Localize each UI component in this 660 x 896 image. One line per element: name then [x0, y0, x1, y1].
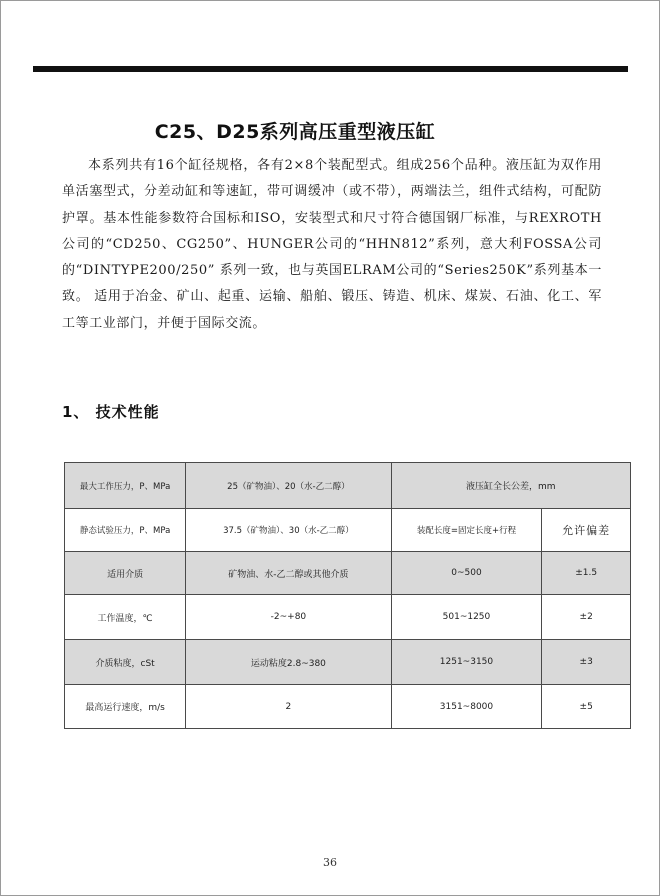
table-row: [65, 463, 631, 509]
top-rule: [33, 66, 628, 72]
table-cell-length: 0~500: [391, 552, 542, 595]
table-cell-label: 工作温度，℃: [65, 595, 186, 640]
table-cell-length: 装配长度=固定长度+行程: [391, 509, 542, 552]
table-cell-length-tolerance-header: 液压缸全长公差，mm: [391, 463, 630, 509]
table-cell-label: 最高运行速度，m/s: [65, 685, 186, 729]
table-row: [65, 509, 631, 552]
table-cell-label: 最大工作压力，P、MPa: [65, 463, 186, 509]
table-cell-tolerance: ±3: [542, 640, 631, 685]
page-number: 36: [323, 856, 337, 869]
table-cell-tolerance: 允许偏差: [542, 509, 631, 552]
intro-paragraph: 本系列共有16个缸径规格，各有2×8个装配型式。组成256个品种。液压缸为双作用单活塞型式，分差动缸和等速缸，带可调缓冲（或不带），两端法兰，组件式结构，可配防护罩。基本性能参数符合国标和ISO，安装型式和尺寸符合德国钢厂标准，与REXROTH公司的“CD250、CG250”、HUNGER公司的“HHN812”系列，意大利FOSSA公司的“DINTYPE200/250” 系列一致，也与英国ELRAM公司的“Series250K”系列基本一致。 适用于冶金、矿山、起重、运输、船舶、锻压、铸造、机床、煤炭、石油、化工、军工等工业部门，并便于国际交流。: [62, 158, 602, 331]
table-cell-label: 静态试验压力，P、MPa: [65, 509, 186, 552]
table-cell-label: 介质粘度，cSt: [65, 640, 186, 685]
table-cell-value: 矿物油、水-乙二醇或其他介质: [186, 552, 391, 595]
table-cell-tolerance: ±5: [542, 685, 631, 729]
table-cell-length: 501~1250: [391, 595, 542, 640]
table-cell-tolerance: ±1.5: [542, 552, 631, 595]
table-cell-tolerance: ±2: [542, 595, 631, 640]
table-cell-length: 1251~3150: [391, 640, 542, 685]
table-row: [65, 552, 631, 595]
section-heading: 1、 技术性能: [62, 403, 160, 421]
table-cell-value: 运动粘度2.8~380: [186, 640, 391, 685]
intro-text: [62, 153, 602, 337]
table-cell-label: 适用介质: [65, 552, 186, 595]
table-cell-value: 2: [186, 685, 391, 729]
table-cell-value: 25（矿物油）、20（水-乙二醇）: [186, 463, 391, 509]
document-title: C25、D25系列高压重型液压缸: [154, 121, 436, 143]
table-cell-value: -2~+80: [186, 595, 391, 640]
table-cell-value: 37.5（矿物油）、30（水-乙二醇）: [186, 509, 391, 552]
table-row: [65, 595, 631, 640]
table-row: [65, 640, 631, 685]
performance-table: [64, 462, 631, 729]
table-cell-length: 3151~8000: [391, 685, 542, 729]
table-row: [65, 685, 631, 729]
